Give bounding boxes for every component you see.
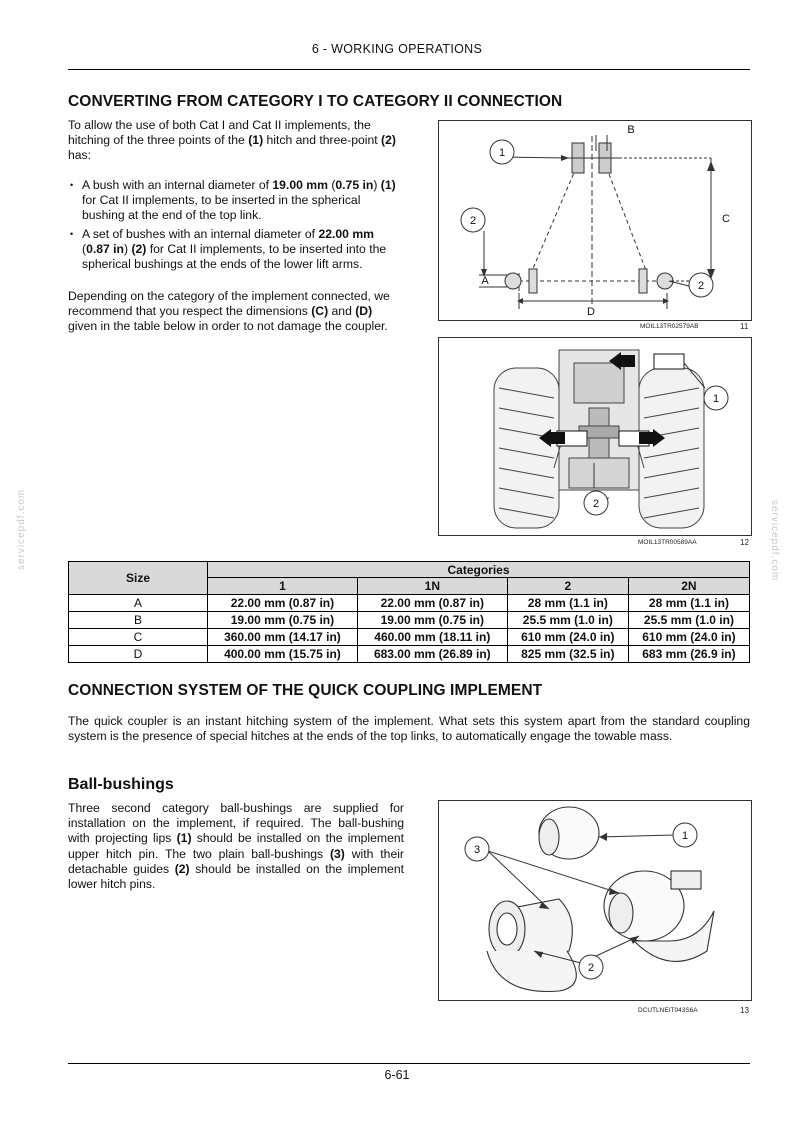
dimension-b-label: B [627,124,635,136]
value-cell: 25.5 mm (1.0 in) [628,612,749,629]
section-title-quick-coupling: CONNECTION SYSTEM OF THE QUICK COUPLING IMPLEMENT [68,682,543,699]
tractor-rear-drawing [439,338,751,535]
callout-2: 2 [587,962,595,974]
dimension-c-label: C [722,213,730,225]
dimension-d-label: D [587,306,595,318]
dimensions-paragraph: Depending on the category of the implement connected, we recommend that you respect the dimensions (C) and (D) given in the table below in order to not damage the coupler. [68,289,390,334]
watermark-left: servicepdf.com [16,488,27,570]
hitch-dimension-drawing [439,121,751,320]
value-cell: 610 mm (24.0 in) [628,629,749,646]
value-cell: 400.00 mm (15.75 in) [208,646,358,663]
categories-table [68,561,750,663]
bushing-list-item: • A set of bushes with an internal diameter of 22.00 mm (0.87 in) (2) for Cat II implements, to be inserted into the spherical bushings at the ends of the lower lift arms. [68,227,404,273]
value-cell: 825 mm (32.5 in) [507,646,628,663]
bushing-list-item: • A bush with an internal diameter of 19.00 mm (0.75 in) (1) for Cat II implements, to be inserted in the spherical bushing at the end of the top link. [68,178,404,224]
value-cell: 22.00 mm (0.87 in) [208,595,358,612]
value-cell: 28 mm (1.1 in) [628,595,749,612]
callout-3: 3 [473,844,481,856]
figure-13-ball-bushings [438,800,752,1001]
intro-paragraph: To allow the use of both Cat I and Cat II implements, the hitching of the three points of the (1) hitch and three-point (2) has: [68,118,396,163]
size-header: Size [69,562,208,595]
table-body [69,595,750,663]
section-title-converting: CONVERTING FROM CATEGORY I TO CATEGORY II CONNECTION [68,93,563,110]
value-cell: 683.00 mm (26.89 in) [357,646,507,663]
table-row [69,629,750,646]
table-row [69,595,750,612]
header-rule [68,69,750,70]
figure-11-hitch-diagram [438,120,752,321]
category-column-header: 2 [507,578,628,595]
page-number: 6-61 [384,1068,410,1082]
categories-header: Categories [208,562,750,578]
bushing-list [68,178,404,272]
page-header: 6 - WORKING OPERATIONS [311,42,483,56]
callout-2-left: 2 [469,215,477,227]
value-cell: 683 mm (26.9 in) [628,646,749,663]
footer-rule [68,1063,750,1064]
size-cell: B [69,612,208,629]
quick-coupler-paragraph: The quick coupler is an instant hitching system of the implement. What sets this system apart from the standard coupling system is the presence of special hitches at the ends of the top links, to automatically engage the towable mass. [68,714,750,744]
value-cell: 360.00 mm (14.17 in) [208,629,358,646]
callout-1: 1 [712,393,720,405]
figure-11-number: 11 [740,322,749,331]
figure-13-code: DCUTLNEIT043S6A [638,1007,698,1014]
value-cell: 19.00 mm (0.75 in) [208,612,358,629]
category-column-header: 1 [208,578,358,595]
value-cell: 19.00 mm (0.75 in) [357,612,507,629]
ball-bushings-drawing [439,801,751,1000]
section-title-ball-bushings: Ball-bushings [68,776,174,793]
callout-2: 2 [592,498,600,510]
figure-12-code: MOIL13TR00589AA [638,539,697,546]
figure-13-number: 13 [740,1006,749,1015]
size-cell: C [69,629,208,646]
table-row [69,612,750,629]
watermark-right: servicepdf.com [769,500,780,582]
value-cell: 610 mm (24.0 in) [507,629,628,646]
callout-2-right: 2 [697,280,705,292]
figure-12-tractor-rear-photo [438,337,752,536]
size-cell: A [69,595,208,612]
figure-11-code: MOIL13TR02579AB [640,323,699,330]
callout-1: 1 [498,147,506,159]
value-cell: 22.00 mm (0.87 in) [357,595,507,612]
table-row [69,646,750,663]
callout-1: 1 [681,830,689,842]
category-column-header: 2N [628,578,749,595]
value-cell: 28 mm (1.1 in) [507,595,628,612]
category-column-header: 1N [357,578,507,595]
value-cell: 25.5 mm (1.0 in) [507,612,628,629]
value-cell: 460.00 mm (18.11 in) [357,629,507,646]
ball-bushings-paragraph: Three second category ball-bushings are supplied for installation on the implement, if required. The ball-bushing with projecting lips (1) should be installed on the implement upper hitch pin. The two plain ball-bushings (3) with their detachable guides (2) should be installed on the implement lower hitch pins. [68,801,405,892]
figure-12-number: 12 [740,538,749,547]
dimension-a-label: A [481,275,489,287]
size-cell: D [69,646,208,663]
